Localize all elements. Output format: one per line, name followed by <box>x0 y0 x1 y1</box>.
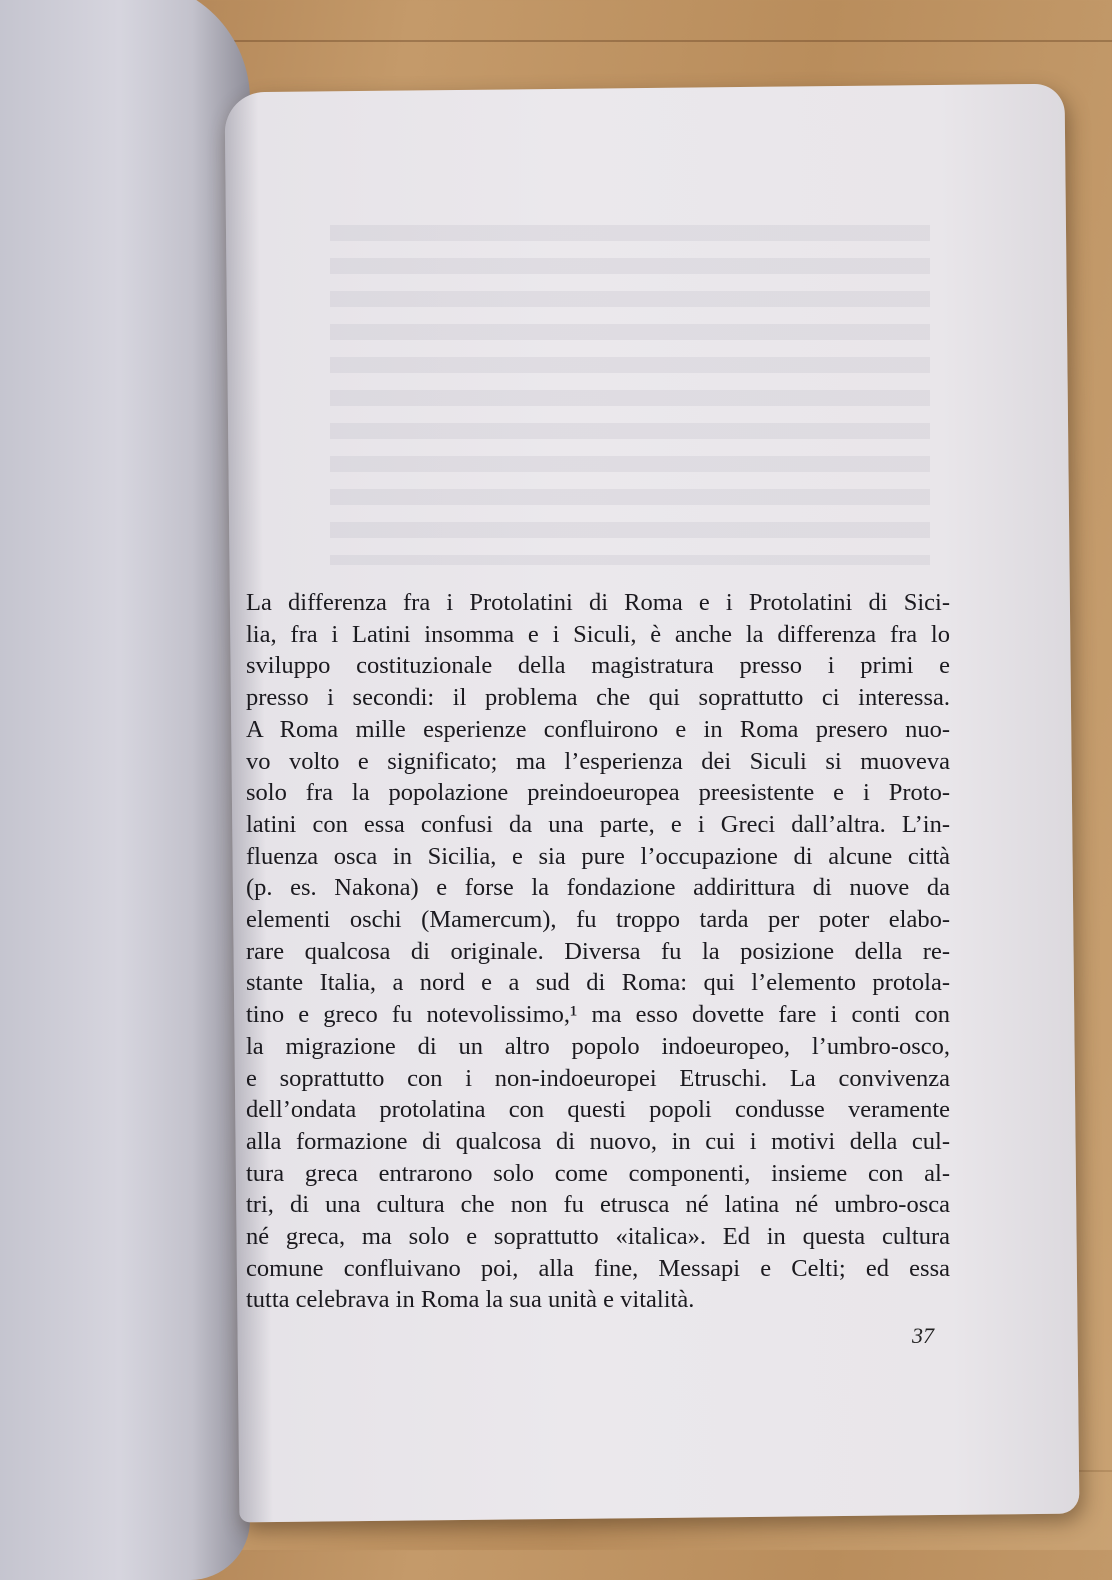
text-line: stante Italia, a nord e a sud di Roma: qui l’elemento protola- <box>246 969 950 997</box>
text-line: latini con essa confusi da una parte, e i Greci dall’altra. L’in- <box>246 810 950 838</box>
text-line: A Roma mille esperienze confluirono e in Roma presero nuo- <box>246 715 950 743</box>
page-number: 37 <box>912 1323 934 1348</box>
text-line: rare qualcosa di originale. Diversa fu la posizione della re- <box>246 937 950 965</box>
text-line: tri, di una cultura che non fu etrusca né latina né umbro-osca <box>246 1191 950 1219</box>
text-line: tutta celebrava in Roma la sua unità e vitalità. <box>246 1286 695 1314</box>
text-line: La differenza fra i Protolatini di Roma e i Protolatini di Sici- <box>246 589 950 616</box>
text-line: e soprattutto con i non-indoeuropei Etruschi. La convivenza <box>246 1064 950 1092</box>
text-line: tura greca entrarono solo come componenti, insieme con al- <box>246 1159 950 1187</box>
left-page <box>0 0 250 1580</box>
text-line: elementi oschi (Mamercum), fu troppo tarda per poter elabo- <box>246 906 950 933</box>
text-line: vo volto e significato; ma l’esperienza dei Siculi si muoveva <box>246 747 950 775</box>
text-line: tino e greco fu notevolissimo,¹ ma esso dovette fare i conti con <box>246 1001 950 1029</box>
text-line: (p. es. Nakona) e forse la fondazione addirittura di nuove da <box>246 874 950 902</box>
show-through-text <box>330 225 930 565</box>
text-line: presso i secondi: il problema che qui soprattutto ci interessa. <box>246 684 950 712</box>
text-line: né greca, ma solo e soprattutto «italica». Ed in questa cultura <box>246 1223 950 1250</box>
text-line: alla formazione di qualcosa di nuovo, in cui i motivi della cul- <box>246 1127 950 1155</box>
text-line: comune confluivano poi, alla fine, Messapi e Celti; ed essa <box>246 1254 950 1282</box>
text-line: la migrazione di un altro popolo indoeuropeo, l’umbro-osco, <box>246 1032 950 1060</box>
text-line: fluenza osca in Sicilia, e sia pure l’occupazione di alcune città <box>246 842 950 870</box>
text-line: sviluppo costituzionale della magistratura presso i primi e <box>246 652 950 680</box>
text-line: dell’ondata protolatina con questi popoli condusse veramente <box>246 1096 950 1124</box>
text-line: solo fra la popolazione preindoeuropea preesistente e i Proto- <box>246 779 950 807</box>
text-line: lia, fra i Latini insomma e i Siculi, è anche la differenza fra lo <box>246 620 950 648</box>
